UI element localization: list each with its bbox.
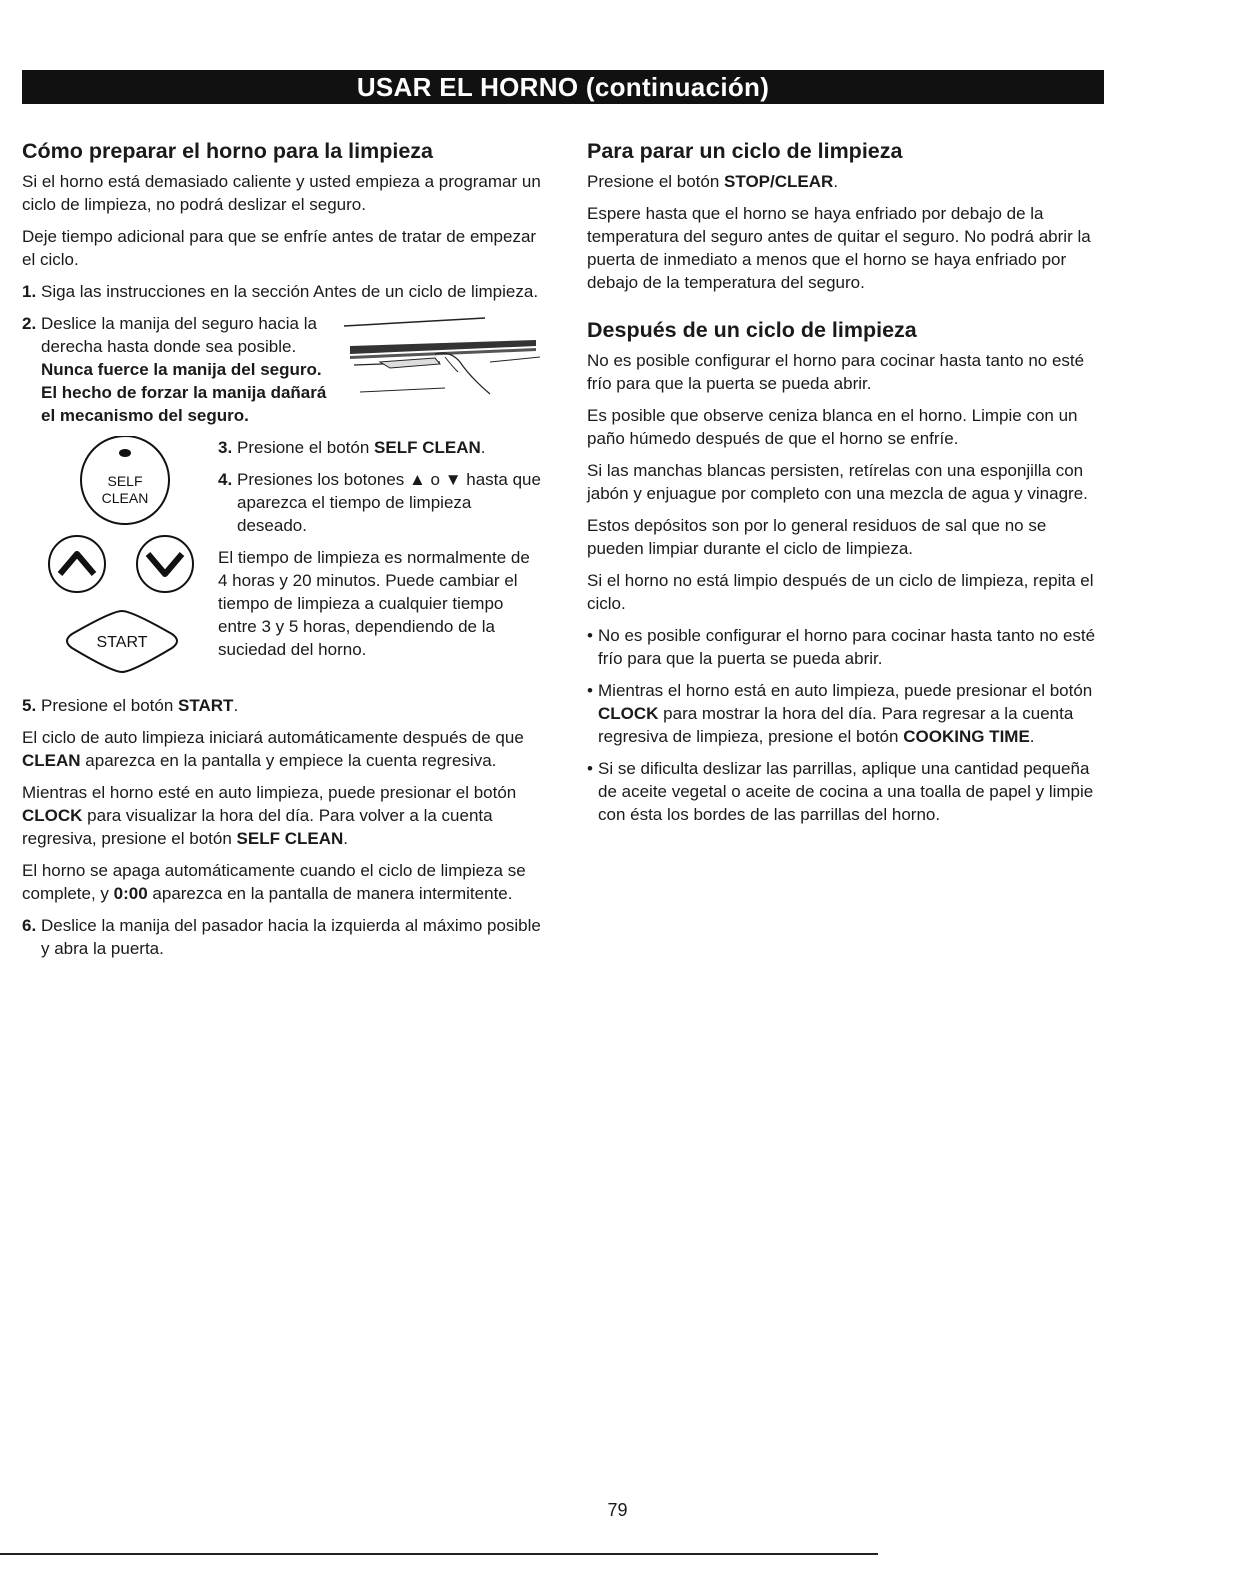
paragraph-too-hot: Si el horno está demasiado caliente y usted empieza a programar un ciclo de limpieza, no podrá deslizar el seguro. [22,172,541,214]
bottom-rule [0,1553,878,1555]
step-6: 6. Deslice la manija del pasador hacia la izquierda al máximo posible y abra la puerta. [22,916,541,958]
controls-text [218,436,542,694]
section-banner: USAR EL HORNO (continuación) [22,70,1104,104]
heading-prepare-cleaning: Cómo preparar el horno para la limpieza [22,139,433,163]
controls-block [22,436,542,694]
cleaning-time-note: El tiempo de limpieza es normalmente de 4 horas y 20 minutos. Puede cambiar el tiempo de limpieza a cualquier tiempo entre 3 y 5 horas, dependiendo de la suciedad del horno. [218,548,530,659]
paragraph-clock: Mientras el horno esté en auto limpieza, puede presionar el botón CLOCK para visualizar la hora del día. Para volver a la cuenta regresiva, presione el botón SELF CLEAN. [22,783,517,848]
latch-warning: Nunca fuerce la manija del seguro. El hecho de forzar la manija dañará el mecanismo del seguro. [41,360,327,425]
paragraph-cycle-start: El ciclo de auto limpieza iniciará automáticamente después de que CLEAN aparezca en la pantalla y empiece la cuenta regresiva. [22,728,524,770]
self-clean-label-1: SELF [107,473,143,489]
step-4: 4. Presiones los botones ▲ o ▼ hasta que aparezca el tiempo de limpieza deseado. [218,470,541,535]
self-clean-label-2: CLEAN [101,490,149,506]
page-number: 79 [607,1500,628,1520]
step-2-text: Deslice la manija del seguro hacia la derecha hasta donde sea posible. [41,314,317,356]
down-arrow-icon[interactable] [137,536,193,592]
up-arrow-icon[interactable] [49,536,105,592]
right-column [587,138,1097,835]
start-label: START [96,634,148,651]
start-button[interactable] [67,611,177,672]
left-column [22,138,542,969]
list-item: • Si se dificulta deslizar las parrillas, aplique una cantidad pequeña de aceite vegetal o aceite de cocina a una toalla de papel y limpie con ésta los bordes de las parrillas del horno. [587,759,1094,824]
list-item: • No es posible configurar el horno para cocinar hasta tanto no esté frío para que la puerta se pueda abrir. [587,626,1096,668]
paragraph-repeat-cycle: Si el horno no está limpio después de un ciclo de limpieza, repita el ciclo. [587,571,1094,613]
paragraph-wait-cool: Espere hasta que el horno se haya enfriado por debajo de la temperatura del seguro antes de quitar el seguro. No podrá abrir la puerta de inmediato a menos que el horno se haya enfriado por debajo de la temperatura del seguro. [587,204,1091,292]
paragraph-allow-time: Deje tiempo adicional para que se enfríe antes de tratar de empezar el ciclo. [22,227,537,269]
tips-list [587,624,1097,826]
paragraph-auto-off: El horno se apaga automáticamente cuando el ciclo de limpieza se complete, y 0:00 aparezca en la pantalla de manera intermitente. [22,861,526,903]
control-icons [22,436,218,694]
heading-stop-cycle: Para parar un ciclo de limpieza [587,139,903,163]
paragraph-white-spots: Si las manchas blancas persisten, retírelas con una esponjilla con jabón y enjuague por completo con una mezcla de agua y vinagre. [587,461,1088,503]
step-3: 3. Presione el botón SELF CLEAN. [218,438,486,457]
heading-after-cycle: Después de un ciclo de limpieza [587,318,917,342]
paragraph-white-ash: Es posible que observe ceniza blanca en el horno. Limpie con un paño húmedo después de que el horno se enfríe. [587,406,1078,448]
step-1: 1. Siga las instrucciones en la sección Antes de un ciclo de limpieza. [22,282,539,301]
step-5: 5. Presione el botón START. [22,696,239,715]
paragraph-salt-deposits: Estos depósitos son por lo general residuos de sal que no se pueden limpiar durante el ciclo de limpieza. [587,516,1047,558]
latch-illustration [340,302,565,412]
list-item: • Mientras el horno está en auto limpieza, puede presionar el botón CLOCK para mostrar la hora del día. Para regresar a la cuenta regresiva de limpieza, presione el botón COOKING TIME. [587,681,1093,746]
step-2: 2. Deslice la manija del seguro hacia la derecha hasta donde sea posible. Nunca fuerce la manija del seguro. El hecho de forzar la manija dañará el mecanismo del seguro. [22,312,542,427]
paragraph-stop-clear: Presione el botón STOP/CLEAR. [587,172,839,191]
self-clean-button[interactable] [81,436,169,524]
paragraph-not-cook: No es posible configurar el horno para cocinar hasta tanto no esté frío para que la puerta se pueda abrir. [587,351,1085,393]
